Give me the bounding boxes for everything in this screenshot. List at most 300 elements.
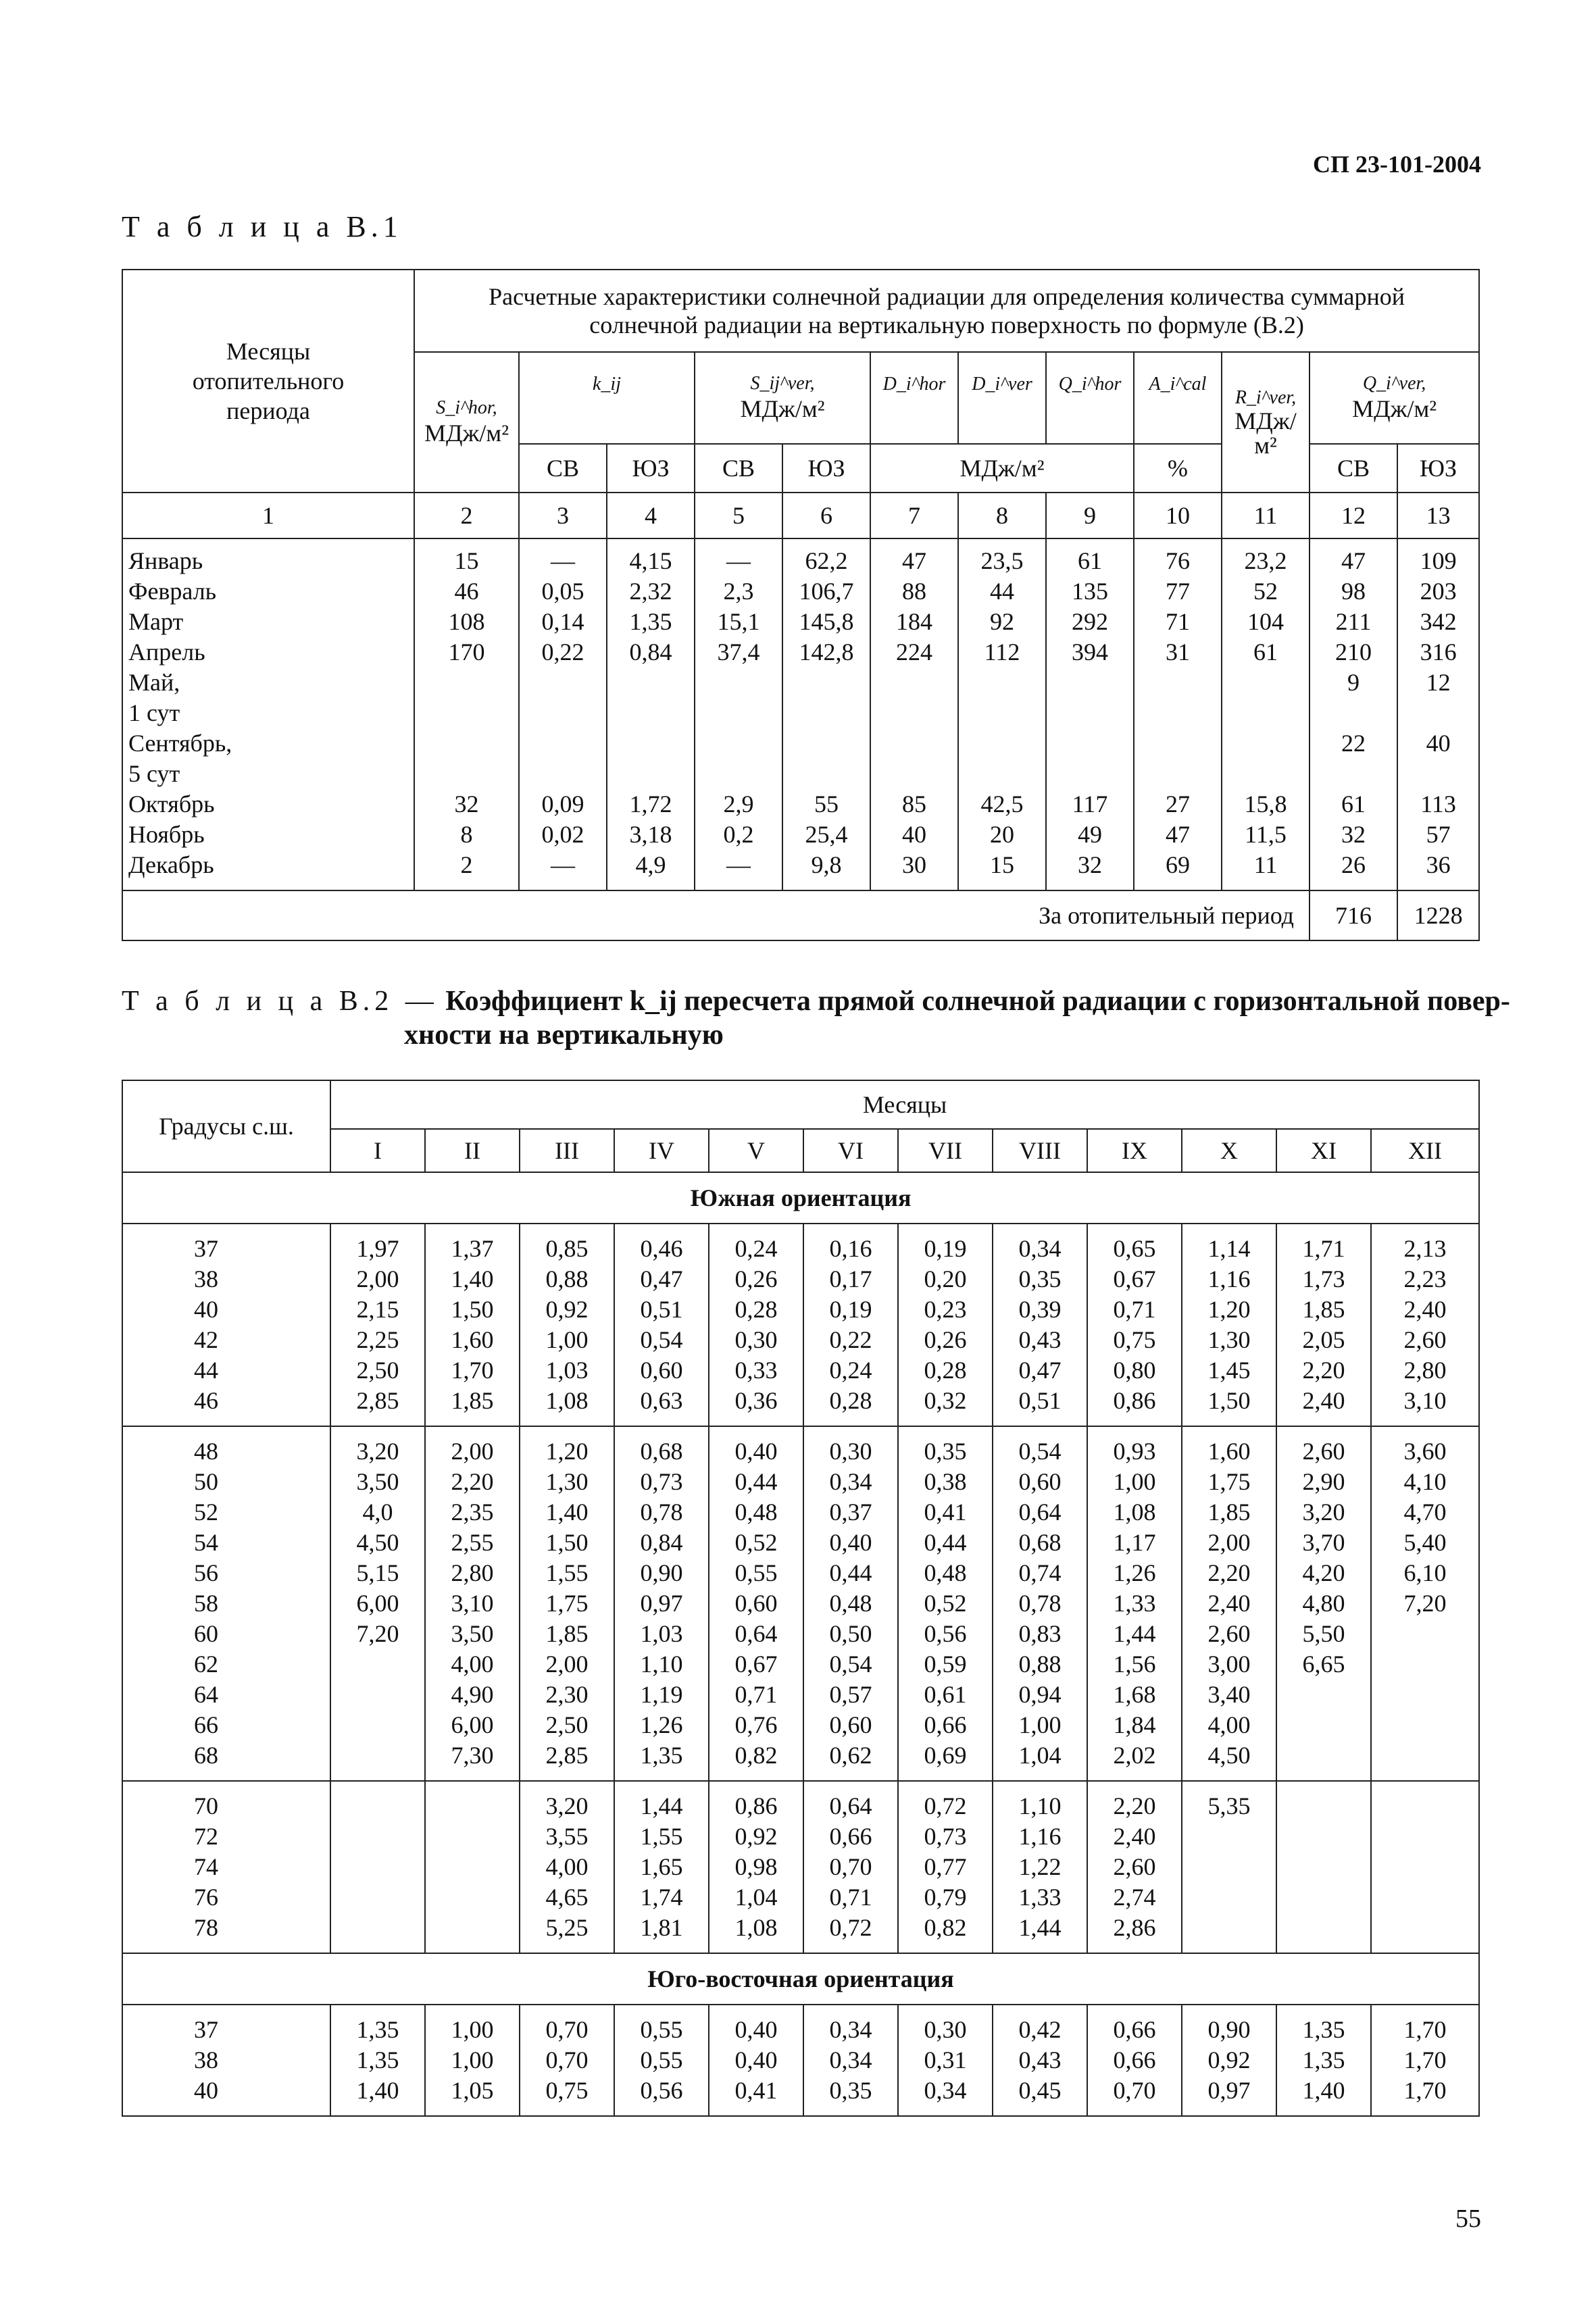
coef-value: 0,16 — [829, 1235, 872, 1262]
coef-value: 2,80 — [1403, 1357, 1447, 1384]
col-acal: A_i^cal — [1134, 352, 1222, 444]
coef-value: 1,26 — [1113, 1559, 1156, 1586]
coef-value: 1,16 — [1207, 1265, 1251, 1292]
coef-value: 0,31 — [924, 2046, 967, 2073]
latitude-list — [122, 1426, 330, 1781]
data-cell: 210 — [1335, 638, 1372, 665]
coef-column — [709, 1426, 803, 1781]
latitude-value: 52 — [194, 1499, 218, 1526]
month-col-header: XII — [1371, 1129, 1479, 1172]
coef-column — [1087, 1224, 1182, 1426]
data-column — [519, 538, 607, 890]
table1-body — [122, 538, 1479, 890]
data-cell: 170 — [448, 638, 485, 665]
qver-yuz: ЮЗ — [1397, 444, 1479, 493]
coef-value: 7,20 — [1403, 1590, 1447, 1617]
total-row — [122, 890, 1479, 940]
coef-value: 2,00 — [356, 1265, 399, 1292]
data-cell: 15,1 — [717, 608, 760, 635]
coef-value: 0,28 — [829, 1387, 872, 1414]
coef-value: 0,71 — [1113, 1296, 1156, 1323]
coef-value: 2,20 — [451, 1468, 494, 1495]
column-number: 10 — [1134, 493, 1222, 538]
coef-value: 1,00 — [545, 1326, 589, 1353]
coef-value: 0,92 — [734, 1823, 778, 1850]
coef-value: 4,10 — [1403, 1468, 1447, 1495]
coef-value: 2,20 — [1207, 1559, 1251, 1586]
latitude-value: 48 — [194, 1438, 218, 1465]
coef-value: 0,40 — [829, 1529, 872, 1556]
coef-column — [1371, 1224, 1479, 1426]
coef-value: 0,47 — [1018, 1357, 1062, 1384]
coef-value: 0,46 — [640, 1235, 683, 1262]
data-cell: 109 — [1420, 547, 1457, 574]
coef-value: 0,64 — [1018, 1499, 1062, 1526]
data-cell: 0,14 — [541, 608, 584, 635]
data-cell: 203 — [1420, 578, 1457, 605]
month-col-header: VIII — [993, 1129, 1087, 1172]
coef-value: 1,70 — [451, 1357, 494, 1384]
coef-value: 0,67 — [1113, 1265, 1156, 1292]
coef-value: 0,68 — [640, 1438, 683, 1465]
data-cell: 20 — [990, 821, 1014, 848]
data-cell: 57 — [1426, 821, 1451, 848]
coef-column — [1371, 2005, 1479, 2116]
coef-value: 6,00 — [356, 1590, 399, 1617]
month-col-header: VII — [898, 1129, 993, 1172]
column-number: 2 — [414, 493, 519, 538]
coef-value: 1,60 — [1207, 1438, 1251, 1465]
coef-value: 2,40 — [1207, 1590, 1251, 1617]
coef-value: 2,35 — [451, 1499, 494, 1526]
coef-column — [1182, 2005, 1276, 2116]
coef-value: 0,22 — [829, 1326, 872, 1353]
coef-value: 1,35 — [1302, 2016, 1345, 2043]
coef-value: 0,48 — [829, 1590, 872, 1617]
month-name: 1 сут — [128, 699, 180, 726]
coef-column — [614, 1426, 709, 1781]
coef-value: 2,74 — [1113, 1884, 1156, 1911]
data-cell: 104 — [1247, 608, 1284, 635]
coef-value: 5,15 — [356, 1559, 399, 1586]
coef-value: 1,55 — [545, 1559, 589, 1586]
data-cell — [1222, 728, 1309, 759]
coef-value: 1,50 — [451, 1296, 494, 1323]
coef-column — [614, 2005, 709, 2116]
column-number: 5 — [695, 493, 782, 538]
coef-value: 0,59 — [924, 1651, 967, 1678]
coef-value: 1,60 — [451, 1326, 494, 1353]
data-cell — [959, 698, 1045, 728]
coef-value: 4,65 — [545, 1884, 589, 1911]
coef-value: 0,20 — [924, 1265, 967, 1292]
data-cell: 98 — [1341, 578, 1366, 605]
data-cell — [1134, 728, 1221, 759]
coef-value: 3,70 — [1302, 1529, 1345, 1556]
latitude-value: 37 — [194, 2016, 218, 2043]
coef-value: 1,08 — [1113, 1499, 1156, 1526]
coef-value: 1,14 — [1207, 1235, 1251, 1262]
coef-value: 5,50 — [1302, 1620, 1345, 1647]
col-shor: S_i^hor, МДж/м² — [414, 352, 519, 493]
coef-value: 0,70 — [1113, 2077, 1156, 2104]
data-cell: 76 — [1166, 547, 1190, 574]
coef-value: 0,64 — [829, 1792, 872, 1819]
coef-value: 2,80 — [451, 1559, 494, 1586]
coef-value: 2,20 — [1113, 1792, 1156, 1819]
coef-value: 0,30 — [829, 1438, 872, 1465]
column-number: 6 — [782, 493, 870, 538]
coef-value: 0,32 — [924, 1387, 967, 1414]
data-cell — [1310, 698, 1397, 728]
month-name: Январь — [128, 547, 203, 574]
coef-value: 0,33 — [734, 1357, 778, 1384]
data-cell — [1047, 668, 1133, 698]
data-cell — [695, 728, 782, 759]
coef-value: 2,60 — [1113, 1853, 1156, 1880]
coef-column — [803, 2005, 898, 2116]
coef-column — [1276, 1224, 1371, 1426]
coef-column — [614, 1224, 709, 1426]
group-header: Расчетные характеристики солнечной радиации для определения количества суммарной солнечной радиации на вертикальную поверхность по формуле (В.2) — [414, 270, 1479, 352]
coef-value: 4,0 — [362, 1499, 393, 1526]
coef-value: 1,50 — [1207, 1387, 1251, 1414]
data-cell: — — [726, 851, 751, 878]
coef-column — [898, 2005, 993, 2116]
data-cell — [783, 728, 870, 759]
coef-value: 2,20 — [1302, 1357, 1345, 1384]
data-cell — [520, 668, 606, 698]
coef-value: 1,74 — [640, 1884, 683, 1911]
data-cell: 117 — [1072, 790, 1108, 818]
latitude-value: 68 — [194, 1742, 218, 1769]
coef-value: 0,70 — [545, 2016, 589, 2043]
coef-column — [330, 1426, 425, 1781]
data-cell — [607, 728, 694, 759]
latitude-value: 50 — [194, 1468, 218, 1495]
month-name: Апрель — [128, 638, 205, 665]
coef-value: 6,00 — [451, 1711, 494, 1738]
coef-value: 1,33 — [1018, 1884, 1062, 1911]
coef-value: 0,77 — [924, 1853, 967, 1880]
column-number-row — [122, 493, 1479, 538]
section-row — [122, 1172, 1479, 1224]
coef-value: 0,48 — [734, 1499, 778, 1526]
data-cell: 211 — [1335, 608, 1372, 635]
coef-value: 1,17 — [1113, 1529, 1156, 1556]
latitude-value: 72 — [194, 1823, 218, 1850]
data-cell — [1047, 698, 1133, 728]
total-yuz: 1228 — [1397, 890, 1479, 940]
data-cell — [695, 759, 782, 789]
data-cell: 71 — [1166, 608, 1190, 635]
coef-value: 1,00 — [1113, 1468, 1156, 1495]
data-cell: 27 — [1166, 790, 1190, 818]
latitude-value: 46 — [194, 1387, 218, 1414]
data-cell: 292 — [1072, 608, 1108, 635]
column-number: 12 — [1310, 493, 1397, 538]
latitude-list — [122, 2005, 330, 2116]
coef-value: 1,04 — [734, 1884, 778, 1911]
coef-value: 0,43 — [1018, 1326, 1062, 1353]
coef-value: 0,66 — [1113, 2046, 1156, 2073]
coef-value: 0,30 — [734, 1326, 778, 1353]
data-column — [1222, 538, 1310, 890]
coef-value: 1,37 — [451, 1235, 494, 1262]
data-cell — [871, 668, 957, 698]
data-cell: 22 — [1341, 730, 1366, 757]
data-cell: 52 — [1253, 578, 1278, 605]
coef-value: 2,15 — [356, 1296, 399, 1323]
coef-value: 0,92 — [1207, 2046, 1251, 2073]
data-cell — [1222, 698, 1309, 728]
data-cell: 44 — [990, 578, 1014, 605]
data-column — [782, 538, 870, 890]
coef-column — [425, 2005, 520, 2116]
coef-value: 2,85 — [545, 1742, 589, 1769]
coef-column — [520, 1224, 614, 1426]
coef-column — [1087, 1426, 1182, 1781]
coef-value: 0,30 — [924, 2016, 967, 2043]
data-cell: 2,9 — [723, 790, 754, 818]
latitude-list — [122, 1781, 330, 1953]
coef-value: 0,60 — [734, 1590, 778, 1617]
coef-value: 0,19 — [924, 1235, 967, 1262]
coef-value: 3,10 — [451, 1590, 494, 1617]
data-cell — [783, 698, 870, 728]
col-qhor: Q_i^hor — [1046, 352, 1134, 444]
coef-value: 1,30 — [545, 1468, 589, 1495]
coef-value: 0,66 — [924, 1711, 967, 1738]
latitude-value: 66 — [194, 1711, 218, 1738]
coef-value: 4,50 — [356, 1529, 399, 1556]
coef-value: 1,30 — [1207, 1326, 1251, 1353]
coef-column — [520, 1781, 614, 1953]
month-name: Февраль — [128, 578, 217, 605]
latitude-list — [122, 1224, 330, 1426]
coef-value: 0,36 — [734, 1387, 778, 1414]
data-cell — [1134, 668, 1221, 698]
column-number: 7 — [870, 493, 958, 538]
coef-value: 1,81 — [640, 1914, 683, 1941]
latitude-value: 70 — [194, 1792, 218, 1819]
coef-value: 0,34 — [1018, 1235, 1062, 1262]
coef-value: 0,19 — [829, 1296, 872, 1323]
data-cell: 85 — [902, 790, 926, 818]
data-cell — [520, 759, 606, 789]
col-rver: R_i^ver, МДж/ м² — [1222, 352, 1310, 493]
coef-value: 0,82 — [924, 1914, 967, 1941]
coef-value: 1,19 — [640, 1681, 683, 1708]
coef-column — [1182, 1224, 1276, 1426]
coef-value: 0,79 — [924, 1884, 967, 1911]
data-cell: 142,8 — [799, 638, 854, 665]
coef-value: 1,00 — [451, 2046, 494, 2073]
unit-mdj: МДж/м² — [870, 444, 1134, 493]
k-sv: СВ — [519, 444, 607, 493]
latitude-value: 58 — [194, 1590, 218, 1617]
table2-caption-title: Коэффициент k_ij пересчета прямой солнечной радиации с горизонтальной повер- — [445, 986, 1510, 1017]
col-k: k_ij — [519, 352, 695, 444]
coef-value: 4,00 — [545, 1853, 589, 1880]
data-cell: 108 — [448, 608, 485, 635]
data-cell: 92 — [990, 608, 1014, 635]
coef-value: 0,35 — [924, 1438, 967, 1465]
coef-value: 0,70 — [829, 1853, 872, 1880]
section-row — [122, 1953, 1479, 2005]
latitude-value: 76 — [194, 1884, 218, 1911]
coef-value: 1,40 — [545, 1499, 589, 1526]
data-cell — [959, 668, 1045, 698]
data-column — [1046, 538, 1134, 890]
data-cell: 135 — [1072, 578, 1108, 605]
coef-value: 0,85 — [545, 1235, 589, 1262]
coef-value: 0,80 — [1113, 1357, 1156, 1384]
coef-value: 0,35 — [829, 2077, 872, 2104]
coef-value: 0,73 — [924, 1823, 967, 1850]
month-col-header: VI — [803, 1129, 898, 1172]
coef-value: 0,67 — [734, 1651, 778, 1678]
coef-value: 0,28 — [924, 1357, 967, 1384]
coef-column — [520, 1426, 614, 1781]
latitude-value: 37 — [194, 1235, 218, 1262]
column-number: 13 — [1397, 493, 1479, 538]
coef-value: 2,23 — [1403, 1265, 1447, 1292]
data-cell: 61 — [1253, 638, 1278, 665]
coef-column — [1276, 1426, 1371, 1781]
coef-value: 4,70 — [1403, 1499, 1447, 1526]
data-cell: 11,5 — [1245, 821, 1287, 848]
data-column — [870, 538, 958, 890]
data-cell: 47 — [1166, 821, 1190, 848]
months-header: Месяцы отопительного периода — [122, 270, 414, 493]
coef-value: 1,65 — [640, 1853, 683, 1880]
data-cell: 184 — [896, 608, 932, 635]
latitude-value: 78 — [194, 1914, 218, 1941]
col-sver: S_ij^ver, МДж/м² — [695, 352, 870, 444]
data-cell: 112 — [984, 638, 1020, 665]
month-name: Декабрь — [128, 851, 214, 878]
data-cell — [607, 698, 694, 728]
coef-value: 0,90 — [1207, 2016, 1251, 2043]
data-cell: 23,5 — [980, 547, 1024, 574]
coef-value: 2,25 — [356, 1326, 399, 1353]
coef-value: 0,51 — [640, 1296, 683, 1323]
table2-caption-prefix: Т а б л и ц а В.2 — — [122, 986, 439, 1017]
coef-value: 5,40 — [1403, 1529, 1447, 1556]
coef-value: 0,24 — [829, 1357, 872, 1384]
coef-value: 0,40 — [734, 2046, 778, 2073]
coef-column — [520, 2005, 614, 2116]
coef-value: 1,85 — [1302, 1296, 1345, 1323]
data-cell — [1398, 698, 1478, 728]
data-block — [122, 1224, 1479, 1426]
coef-value: 0,17 — [829, 1265, 872, 1292]
coef-value: 0,41 — [924, 1499, 967, 1526]
coef-value: 0,26 — [734, 1265, 778, 1292]
coef-value: 0,66 — [1113, 2016, 1156, 2043]
coef-value: 0,90 — [640, 1559, 683, 1586]
coef-value: 1,05 — [451, 2077, 494, 2104]
coef-value: 0,24 — [734, 1235, 778, 1262]
coef-value: 3,50 — [451, 1620, 494, 1647]
coef-column — [709, 1224, 803, 1426]
data-cell: 3,18 — [629, 821, 672, 848]
data-cell: 2,3 — [723, 578, 754, 605]
coef-value: 2,00 — [1207, 1529, 1251, 1556]
coef-column — [425, 1224, 520, 1426]
coef-value: 3,20 — [356, 1438, 399, 1465]
coef-value: 0,78 — [1018, 1590, 1062, 1617]
data-cell — [415, 728, 518, 759]
coef-value: 2,05 — [1302, 1326, 1345, 1353]
coef-value: 1,08 — [545, 1387, 589, 1414]
column-number: 11 — [1222, 493, 1310, 538]
column-number: 1 — [122, 493, 414, 538]
data-column — [1310, 538, 1397, 890]
latitude-value: 54 — [194, 1529, 218, 1556]
coef-column — [993, 2005, 1087, 2116]
coef-value: 7,20 — [356, 1620, 399, 1647]
month-name: Март — [128, 608, 184, 635]
data-cell: 47 — [902, 547, 926, 574]
data-cell: 40 — [902, 821, 926, 848]
month-col-header: III — [520, 1129, 614, 1172]
coef-value: 2,40 — [1113, 1823, 1156, 1850]
coef-column — [709, 2005, 803, 2116]
coef-value: 0,57 — [829, 1681, 872, 1708]
data-cell: 342 — [1420, 608, 1457, 635]
coef-value: 2,50 — [356, 1357, 399, 1384]
coef-value: 1,75 — [545, 1590, 589, 1617]
data-cell: 1,35 — [629, 608, 672, 635]
data-cell: 26 — [1341, 851, 1366, 878]
coef-column — [898, 1224, 993, 1426]
coef-value: 0,71 — [829, 1884, 872, 1911]
table2-caption — [122, 985, 1510, 1051]
col-dver: D_i^ver — [958, 352, 1046, 444]
data-cell — [520, 698, 606, 728]
month-col-header: I — [330, 1129, 425, 1172]
coef-value: 1,84 — [1113, 1711, 1156, 1738]
coef-value: 0,82 — [734, 1742, 778, 1769]
coef-value: 2,85 — [356, 1387, 399, 1414]
coef-value: 1,44 — [1113, 1620, 1156, 1647]
coef-value: 0,34 — [829, 2016, 872, 2043]
data-cell: 42,5 — [980, 790, 1024, 818]
latitude-value: 62 — [194, 1651, 218, 1678]
coef-value: 1,70 — [1403, 2046, 1447, 2073]
coef-value: 0,40 — [734, 1438, 778, 1465]
coef-value: 1,33 — [1113, 1590, 1156, 1617]
latitude-value: 40 — [194, 1296, 218, 1323]
coef-column — [1087, 2005, 1182, 2116]
coef-value: 1,85 — [451, 1387, 494, 1414]
coef-column — [803, 1426, 898, 1781]
data-column — [1134, 538, 1222, 890]
coef-value: 2,40 — [1403, 1296, 1447, 1323]
data-cell: 37,4 — [717, 638, 760, 665]
data-cell — [783, 759, 870, 789]
coef-value: 0,70 — [545, 2046, 589, 2073]
coef-value: 1,00 — [451, 2016, 494, 2043]
coef-value: 0,54 — [640, 1326, 683, 1353]
data-cell — [783, 668, 870, 698]
coef-value: 2,60 — [1403, 1326, 1447, 1353]
month-name: Май, — [128, 669, 180, 696]
coef-value: 0,55 — [640, 2046, 683, 2073]
coef-value: 7,30 — [451, 1742, 494, 1769]
